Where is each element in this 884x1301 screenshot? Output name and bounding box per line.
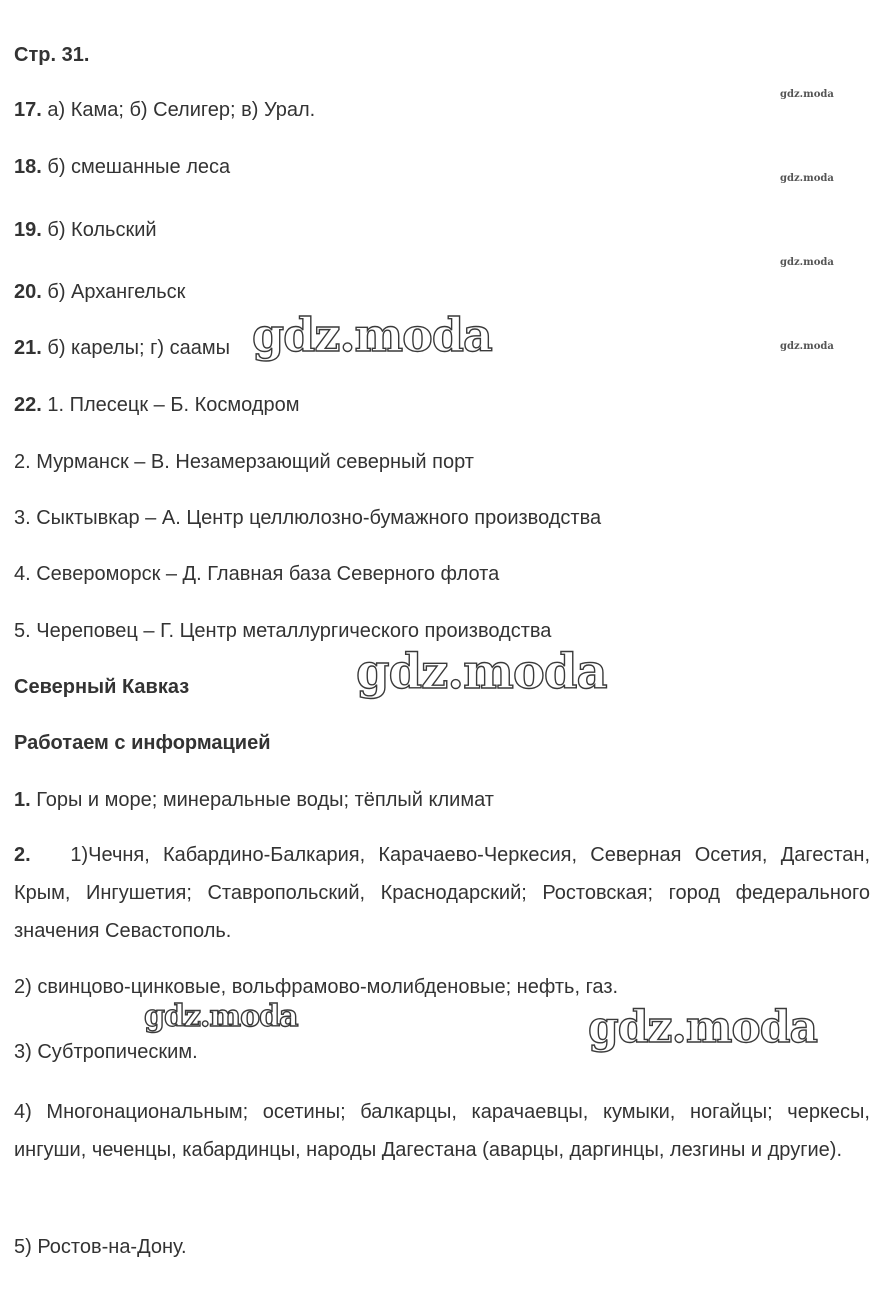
answer-21 [14,336,230,360]
answer-22 [14,393,299,417]
answer-number: 18. [14,156,42,178]
watermark-large: gdz.moda [588,1002,818,1053]
answer-number: 21. [14,337,42,359]
page-header: Стр. 31. [14,44,90,66]
answer-text: б) смешанные леса [47,156,231,178]
info-answer-2-part-4: 4) Многонациональным; осетины; балкарцы, карачаевцы, кумыки, ногайцы; черкесы, ингуши, чеченцы, кабардинцы, народы Дагестана (аварцы, даргинцы, лезгины и другие). [14,1101,870,1161]
answer-number: 17. [14,99,42,121]
answer-text: б) карелы; г) саамы [47,337,230,359]
watermark-small: gdz.moda [780,341,834,352]
answer-text: 1)Чечня, Кабардино-Балкария, Карачаево-Черкесия, Северная Осетия, Дагестан, Крым, Ингушетия; Ставропольский, Краснодарский; Ростовская; город федерального значения Севастополь. [14,844,870,942]
watermark-large: gdz.moda [144,999,298,1034]
subsection-title: Работаем с информацией [14,732,271,754]
matching-item: 2. Мурманск – В. Незамерзающий северный порт [14,451,474,473]
answer-17 [14,98,315,122]
info-answer-2-part-5: 5) Ростов-на-Дону. [14,1236,187,1258]
answer-number: 20. [14,281,42,303]
answer-20 [14,280,185,304]
answer-text: а) Кама; б) Селигер; в) Урал. [47,99,316,121]
section-title: Северный Кавказ [14,676,190,698]
matching-item: 3. Сыктывкар – А. Центр целлюлозно-бумажного производства [14,507,602,529]
answer-number: 22. [14,394,42,416]
answer-number: 1. [14,789,31,811]
answer-19 [14,218,157,242]
watermark-large: gdz.moda [356,644,607,700]
answer-number: 2. [14,844,31,866]
answer-text: 1. Плесецк – Б. Космодром [47,394,300,416]
answer-18 [14,155,230,179]
info-answer-1 [14,788,494,812]
answer-number: 19. [14,219,42,241]
matching-item: 4. Североморск – Д. Главная база Северного флота [14,563,500,585]
matching-item: 5. Череповец – Г. Центр металлургического производства [14,620,552,642]
answer-text: Горы и море; минеральные воды; тёплый климат [36,789,494,811]
watermark-small: gdz.moda [780,257,834,268]
watermark-small: gdz.moda [780,173,834,184]
answer-text: б) Архангельск [47,281,186,303]
info-answer-2 [14,836,870,950]
info-answer-2-part-2: 2) свинцово-цинковые, вольфрамово-молибденовые; нефть, газ. [14,976,619,998]
info-answer-2-part-3: 3) Субтропическим. [14,1041,198,1063]
watermark-small: gdz.moda [780,89,834,100]
watermark-large: gdz.moda [252,308,492,362]
answer-text: б) Кольский [47,219,157,241]
